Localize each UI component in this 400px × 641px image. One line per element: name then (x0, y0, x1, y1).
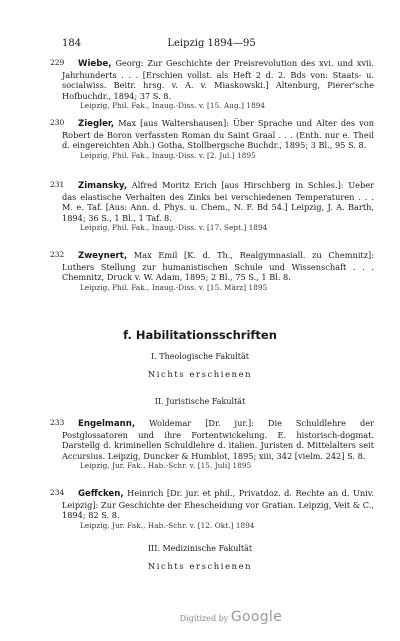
author-name: Zweynert, (78, 251, 128, 261)
entry-232 (50, 250, 374, 293)
author-name: Wiebe, (78, 59, 112, 69)
faculty-heading-theology: I. Theologische Fakultät (151, 352, 249, 361)
header-spacer (342, 38, 362, 49)
entry-diss-note: Leipzig, Phil. Fak., Inaug.-Diss. v. [17. Sept.] 1894 (80, 223, 268, 233)
entry-231 (50, 180, 374, 234)
entry-body: Woldemar [Dr. jur.]: Die Schuldlehre der Postglossatoren und ihre Fortentwickelung. E. historisch-dogmat. Darstellg d. kriminellen Schuldlehre d. italien. Juristen d. Mittelalters seit Accursius. Leipzig, Duncker & Humblot, 1895; xiii, 342 [vielm. 242] S. 8. (62, 418, 374, 461)
page-header (62, 38, 362, 49)
entry-hab-note: Leipzig, Jur. Fak., Hab.-Schr. v. [12. Okt.] 1894 (80, 520, 255, 530)
entry-text (62, 118, 374, 151)
entry-body: Max Emil [K. d. Th., Realgymnasiall. zu Chemnitz]: Luthers Stellung zur humanistischen Schule und Wissenschaft . . . Chemnitz, Druck v. W. Adam, 1895; 2 Bl., 75 S., 1 Bl. 8. (62, 250, 374, 283)
page-number: 184 (62, 38, 82, 49)
faculty-heading-medicine: III. Medizinische Fakultät (147, 544, 253, 553)
entry-229 (50, 58, 374, 112)
entry-diss-note: Leipzig, Phil. Fak., Inaug.-Diss. v. [15. März] 1895 (80, 282, 268, 292)
entry-number: 232 (50, 250, 65, 259)
entry-text (62, 180, 374, 223)
entry-body: Georg: Zur Geschichte der Preisrevolution des xvi. und xvii. Jahrhunderts . . . [Erschien vollst. als Heft 2 d. 2. Bds von: Staats- u. socialwiss. Beitr. hrsg. v. A. v. Miaskowski.] Altenburg, Pierer'sche Hofbuchdr., 1894; 37 S. 8. (62, 58, 374, 101)
digitized-by-label: Digitized by (179, 614, 229, 623)
entry-body: Max [aus Waltershausen]: Über Sprache und Alter des von Robert de Boron verfassten Roman du Saint Graal . . . (Enth. nur e. Theil d. eingereichten Abh.) Gotha, Stollbergsche Buchdr., 1895; 3 Bl., 95 S. 8. (62, 118, 374, 151)
author-name: Geffcken, (78, 489, 124, 499)
entry-234 (50, 488, 374, 531)
google-logo: Google (230, 609, 282, 625)
entry-number: 234 (50, 488, 65, 497)
entry-body: Alfred Moritz Erich [aus Hirschberg in Schles.]: Ueber das elastische Verhalten des Zinks bei verschiedenen Temperaturen . . . M. e. Taf. [Aus: Ann. d. Phys. u. Chem., N. F. Bd 54.] Leipzig, J. A. Barth, 1894; 36 S., 1 Bl., 1 Taf. 8. (62, 180, 374, 223)
entry-diss-note: Leipzig, Phil. Fak., Inaug.-Diss. v. [15. Aug.] 1894 (80, 101, 266, 111)
entry-number: 229 (50, 58, 65, 67)
none-published-theology: Nichts erschienen (147, 369, 253, 379)
author-name: Ziegler, (78, 119, 115, 129)
entry-hab-note: Leipzig, Jur. Fak., Hab.-Schr. v. [15. Juli] 1895 (80, 461, 252, 471)
entry-diss-note: Leipzig, Phil. Fak., Inaug.-Diss. v. [2. Jul.] 1895 (80, 150, 256, 160)
entry-233 (50, 418, 374, 472)
entry-text (62, 418, 374, 461)
entry-text (62, 488, 374, 521)
none-published-medicine: Nichts erschienen (147, 561, 253, 571)
section-title: f. Habilitationsschriften (123, 328, 277, 342)
entry-body: Heinrich [Dr. jur. et phil., Privatdoz. d. Rechte an d. Univ. Leipzig]: Zur Geschichte der Ehescheidung vor Gratian. Leipzig, Veit & C., 1894; 82 S. 8. (62, 488, 374, 521)
faculty-heading-law: II. Juristische Fakultät (154, 397, 246, 406)
entry-number: 233 (50, 418, 65, 427)
entry-number: 231 (50, 180, 65, 189)
entry-number: 230 (50, 118, 65, 127)
author-name: Zimansky, (78, 181, 128, 191)
author-name: Engelmann, (78, 419, 136, 429)
entry-text (62, 250, 374, 283)
entry-230 (50, 118, 374, 161)
entry-text (62, 58, 374, 101)
google-watermark (180, 609, 282, 625)
running-title: Leipzig 1894—95 (167, 38, 256, 49)
